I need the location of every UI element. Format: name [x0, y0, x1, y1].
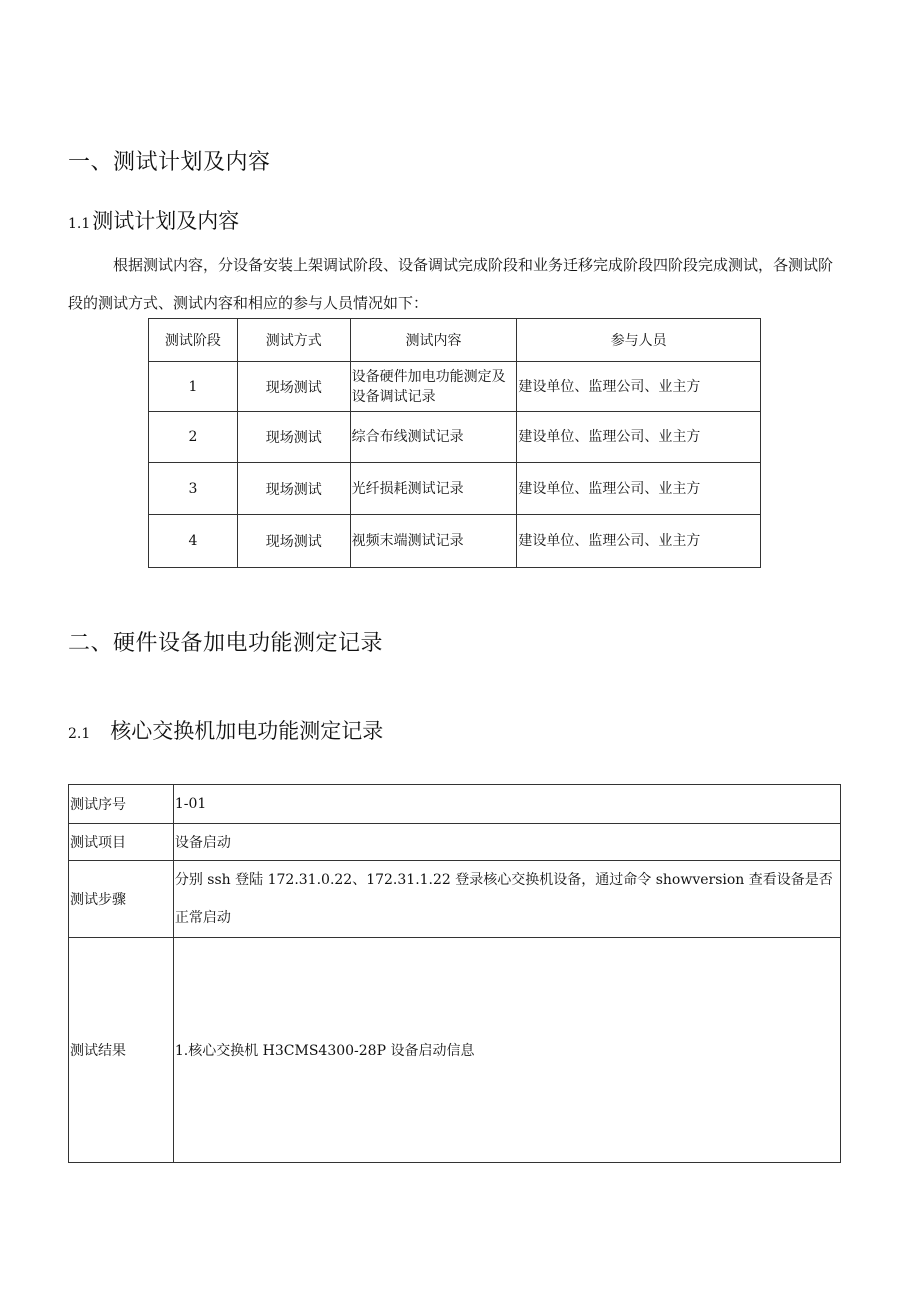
- record-table: [68, 784, 841, 1163]
- header-method: 测试方式: [237, 319, 350, 362]
- table-header-row: [149, 319, 761, 362]
- test-plan-table: [148, 318, 761, 568]
- table-row: [149, 412, 761, 463]
- cell-content: 视频末端测试记录: [350, 515, 517, 568]
- label-item: 测试项目: [69, 824, 174, 861]
- value-steps: 分别 ssh 登陆 172.31.0.22、172.31.1.22 登录核心交换机设备，通过命令 showversion 查看设备是否正常启动: [173, 861, 840, 938]
- table-row: [149, 362, 761, 412]
- table-row: [149, 515, 761, 568]
- record-row-result: [69, 938, 841, 1163]
- cell-stage: 3: [149, 463, 238, 515]
- label-result: 测试结果: [69, 938, 174, 1163]
- record-row-seq: [69, 785, 841, 824]
- cell-people: 建设单位、监理公司、业主方: [517, 515, 761, 568]
- cell-people: 建设单位、监理公司、业主方: [517, 463, 761, 515]
- header-people: 参与人员: [517, 319, 761, 362]
- cell-content: 光纤损耗测试记录: [350, 463, 517, 515]
- intro-paragraph: 根据测试内容，分设备安装上架调试阶段、设备调试完成阶段和业务迁移完成阶段四阶段完成测试，各测试阶段的测试方式、测试内容和相应的参与人员情况如下：: [68, 256, 834, 312]
- section2-sub-title: 核心交换机加电功能测定记录: [110, 719, 384, 743]
- table-row: [149, 463, 761, 515]
- cell-stage: 2: [149, 412, 238, 463]
- header-content: 测试内容: [350, 319, 517, 362]
- cell-people: 建设单位、监理公司、业主方: [517, 412, 761, 463]
- section2-sub-number: 2.1: [68, 726, 91, 742]
- label-seq: 测试序号: [69, 785, 174, 824]
- header-stage: 测试阶段: [149, 319, 238, 362]
- cell-method: 现场测试: [237, 515, 350, 568]
- cell-method: 现场测试: [237, 463, 350, 515]
- section1-heading: 一、测试计划及内容: [68, 150, 271, 175]
- cell-method: 现场测试: [237, 412, 350, 463]
- cell-people: 建设单位、监理公司、业主方: [517, 362, 761, 412]
- section2-heading: 二、硬件设备加电功能测定记录: [68, 631, 384, 656]
- section2-subheading: [68, 715, 383, 745]
- cell-content: 综合布线测试记录: [350, 412, 517, 463]
- cell-stage: 1: [149, 362, 238, 412]
- section1-subheading: [68, 205, 239, 235]
- record-row-item: [69, 824, 841, 861]
- record-row-steps: [69, 861, 841, 938]
- cell-content: 设备硬件加电功能测定及设备调试记录: [350, 362, 517, 412]
- value-seq: 1-01: [173, 785, 840, 824]
- value-result: 1.核心交换机 H3CMS4300-28P 设备启动信息: [173, 938, 840, 1163]
- section1-sub-number: 1.1: [68, 216, 91, 232]
- cell-stage: 4: [149, 515, 238, 568]
- label-steps: 测试步骤: [69, 861, 174, 938]
- cell-method: 现场测试: [237, 362, 350, 412]
- value-item: 设备启动: [173, 824, 840, 861]
- section1-sub-title: 测试计划及内容: [92, 209, 240, 233]
